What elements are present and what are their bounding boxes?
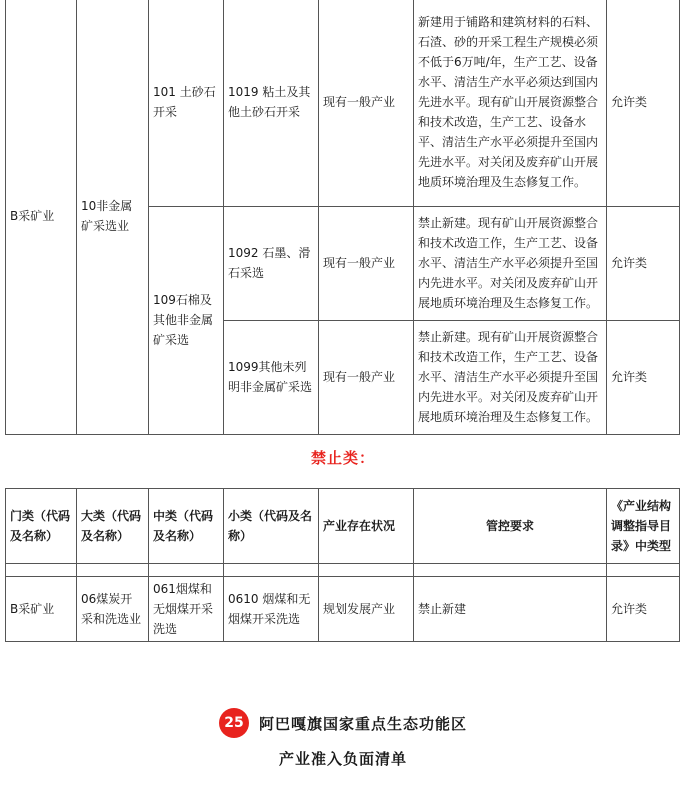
requirement-cell: 禁止新建: [414, 577, 607, 642]
footer-title: 阿巴嘎旗国家重点生态功能区: [258, 714, 467, 733]
status-cell: 规划发展产业: [319, 577, 414, 642]
spacer-row: [6, 564, 680, 577]
xiaolei-cell: 0610 烟煤和无烟煤开采洗选: [224, 577, 319, 642]
page-number-badge: 25: [219, 708, 249, 738]
header-xiaolei: 小类（代码及名称）: [224, 489, 319, 564]
table-row: [6, 577, 680, 642]
type-cell: 允许类: [607, 320, 680, 434]
header-status: 产业存在状况: [319, 489, 414, 564]
industry-table-prohibited: [5, 488, 680, 642]
dalei-cell: 06煤炭开采和洗选业: [77, 577, 149, 642]
zhonglei-cell: 061烟煤和无烟煤开采洗选: [149, 577, 224, 642]
requirement-cell: 禁止新建。现有矿山开展资源整合和技术改造工作，生产工艺、设备水平、清洁生产水平必须提升至国内先进水平。对关闭及废弃矿山开展地质环境治理及生态修复工作。: [414, 320, 607, 434]
header-type: 《产业结构调整指导目录》中类型: [607, 489, 680, 564]
menlei-cell: B采矿业: [6, 0, 77, 434]
status-cell: 现有一般产业: [319, 320, 414, 434]
menlei-cell: B采矿业: [6, 577, 77, 642]
xiaolei-cell: 1092 石墨、滑石采选: [224, 206, 319, 320]
status-cell: 现有一般产业: [319, 206, 414, 320]
xiaolei-cell: 1099其他未列明非金属矿采选: [224, 320, 319, 434]
type-cell: 允许类: [607, 0, 680, 206]
type-cell: 允许类: [607, 577, 680, 642]
header-dalei: 大类（代码及名称）: [77, 489, 149, 564]
header-zhonglei: 中类（代码及名称）: [149, 489, 224, 564]
requirement-cell: 禁止新建。现有矿山开展资源整合和技术改造工作，生产工艺、设备水平、清洁生产水平必须提升至国内先进水平。对关闭及废弃矿山开展地质环境治理及生态修复工作。: [414, 206, 607, 320]
status-cell: 现有一般产业: [319, 0, 414, 206]
type-cell: 允许类: [607, 206, 680, 320]
zhonglei-cell: 101 土砂石开采: [149, 0, 224, 206]
dalei-cell: 10非金属矿采选业: [77, 0, 149, 434]
xiaolei-cell: 1019 粘土及其他土砂石开采: [224, 0, 319, 206]
industry-table-allowed: [5, 0, 680, 435]
section-title: 禁止类：: [310, 449, 375, 467]
requirement-cell: 新建用于铺路和建筑材料的石料、石渣、砂的开采工程生产规模必须不低于6万吨/年，生产工艺、设备水平、清洁生产水平必须达到国内先进水平。现有矿山开展资源整合和技术改造，生产工艺、设备水平、清洁生产水平必须提升至国内先进水平。对关闭及废弃矿山开展地质环境治理及生态修复工作。: [414, 0, 607, 206]
header-requirement: 管控要求: [414, 489, 607, 564]
zhonglei-cell: 109石棉及其他非金属矿采选: [149, 206, 224, 434]
header-menlei: 门类（代码及名称）: [6, 489, 77, 564]
footer-subtitle: 产业准入负面清单: [278, 750, 407, 768]
footer: [0, 708, 686, 769]
